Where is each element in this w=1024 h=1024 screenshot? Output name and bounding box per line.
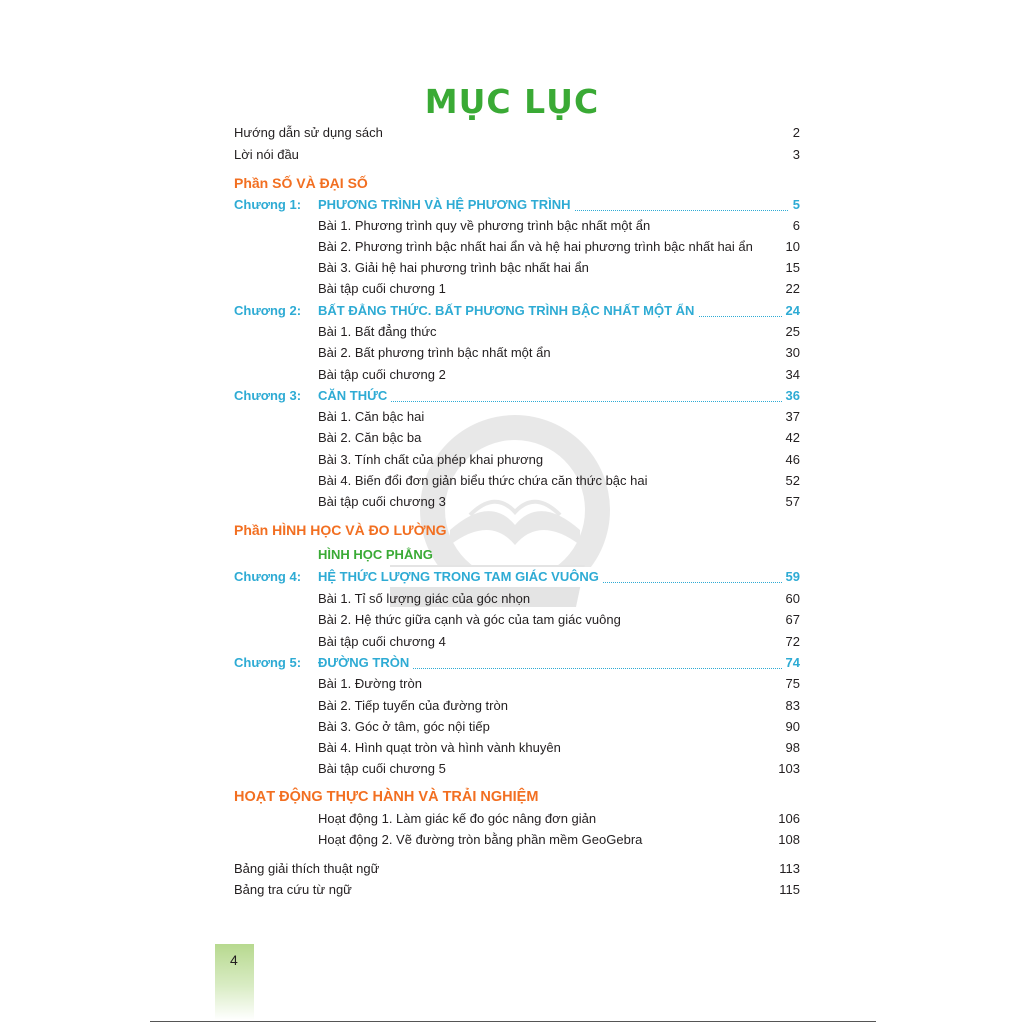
toc-entry-label: Bài 4. Hình quạt tròn và hình vành khuyên (318, 740, 561, 755)
toc-entry-page: 98 (785, 740, 800, 755)
part-heading: HOẠT ĐỘNG THỰC HÀNH VÀ TRẢI NGHIỆM (234, 789, 539, 805)
chapter-page: 36 (782, 386, 800, 406)
toc-entry-label: Hoạt động 2. Vẽ đường tròn bằng phần mềm GeoGebra (318, 832, 643, 847)
toc-entry-page: 67 (785, 612, 800, 627)
toc-entry (318, 632, 800, 652)
toc-entry-page: 108 (778, 832, 800, 847)
toc-entry (318, 322, 800, 342)
toc-entry-glossary (234, 859, 800, 879)
toc-entry (318, 759, 800, 779)
chapter-page: 5 (789, 195, 800, 215)
toc-entry (318, 492, 800, 512)
chapter-heading (234, 567, 800, 587)
part-heading: Phần HÌNH HỌC VÀ ĐO LƯỜNG (234, 522, 447, 538)
chapter-label: Chương 1: (234, 197, 302, 212)
toc-entry (318, 589, 800, 609)
chapter-name: CĂN THỨC (318, 386, 391, 406)
chapter-heading (234, 195, 800, 215)
toc-entry-label: Bài tập cuối chương 2 (318, 367, 446, 382)
bottom-rule (150, 1021, 876, 1022)
toc-entry (318, 279, 800, 299)
page-title: MỤC LỤC (424, 82, 600, 121)
toc-entry-page: 34 (785, 367, 800, 382)
toc-entry-page: 52 (785, 473, 800, 488)
toc-entry-label: Bảng tra cứu từ ngữ (234, 882, 352, 897)
toc-entry-label: Bài 4. Biến đổi đơn giản biểu thức chứa căn thức bậc hai (318, 473, 648, 488)
toc-entry-guide (234, 123, 800, 143)
toc-entry-page: 57 (785, 494, 800, 509)
toc-entry-page: 42 (785, 430, 800, 445)
toc-entry-page: 3 (792, 147, 800, 162)
toc-entry (318, 450, 800, 470)
toc-entry-label: Bài 2. Phương trình bậc nhất hai ẩn và hệ hai phương trình bậc nhất hai ẩn (318, 239, 753, 254)
toc-entry-label: Bài 2. Căn bậc ba (318, 430, 422, 445)
toc-entry (318, 830, 800, 850)
toc-entry-page: 2 (792, 125, 800, 140)
part-heading: Phần SỐ VÀ ĐẠI SỐ (234, 175, 368, 191)
section-subheading: HÌNH HỌC PHẲNG (318, 547, 433, 562)
toc-entry (318, 610, 800, 630)
toc-entry-page: 83 (785, 698, 800, 713)
chapter-name: PHƯƠNG TRÌNH VÀ HỆ PHƯƠNG TRÌNH (318, 195, 574, 215)
chapter-label: Chương 5: (234, 655, 302, 670)
toc-entry-label: Bài tập cuối chương 5 (318, 761, 446, 776)
toc-entry-page: 25 (785, 324, 800, 339)
toc-entry-label: Bài 1. Phương trình quy về phương trình bậc nhất một ẩn (318, 218, 651, 233)
toc-entry-page: 15 (785, 260, 800, 275)
toc-entry-page: 72 (785, 634, 800, 649)
toc-entry (318, 738, 800, 758)
chapter-name: ĐƯỜNG TRÒN (318, 653, 413, 673)
toc-entry-page: 115 (779, 882, 800, 897)
page-number: 4 (230, 952, 238, 968)
toc-entry (318, 365, 800, 385)
toc-entry-page: 30 (785, 345, 800, 360)
toc-entry-page: 10 (785, 239, 800, 254)
toc-entry-label: Hướng dẫn sử dụng sách (234, 125, 383, 140)
toc-entry (318, 216, 800, 236)
chapter-page: 74 (782, 653, 800, 673)
chapter-name: BẤT ĐẲNG THỨC. BẤT PHƯƠNG TRÌNH BẬC NHẤT MỘT ẨN (318, 301, 698, 321)
toc-entry-label: Bài 2. Bất phương trình bậc nhất một ẩn (318, 345, 551, 360)
toc-entry (318, 237, 800, 257)
toc-entry-label: Bài 2. Hệ thức giữa cạnh và góc của tam giác vuông (318, 612, 621, 627)
toc-entry-page: 90 (785, 719, 800, 734)
toc-entry-page: 22 (785, 281, 800, 296)
toc-entry-label: Bài tập cuối chương 1 (318, 281, 446, 296)
chapter-heading (234, 301, 800, 321)
toc-entry-label: Bài tập cuối chương 3 (318, 494, 446, 509)
chapter-heading (234, 386, 800, 406)
toc-entry-label: Bài tập cuối chương 4 (318, 634, 446, 649)
chapter-page: 59 (782, 567, 800, 587)
toc-entry-label: Bài 1. Tỉ số lượng giác của góc nhọn (318, 591, 531, 606)
toc-entry (318, 471, 800, 491)
toc-entry-label: Lời nói đầu (234, 147, 299, 162)
toc-entry-page: 37 (785, 409, 800, 424)
toc-entry-label: Bài 2. Tiếp tuyến của đường tròn (318, 698, 508, 713)
toc-entry (318, 258, 800, 278)
toc-entry (318, 717, 800, 737)
toc-entry-label: Bài 3. Giải hệ hai phương trình bậc nhất hai ẩn (318, 260, 589, 275)
toc-entry-page: 60 (785, 591, 800, 606)
toc-entry-label: Bảng giải thích thuật ngữ (234, 861, 380, 876)
chapter-name: HỆ THỨC LƯỢNG TRONG TAM GIÁC VUÔNG (318, 567, 603, 587)
toc-entry-label: Bài 1. Bất đẳng thức (318, 324, 437, 339)
toc-entry-label: Bài 3. Tính chất của phép khai phương (318, 452, 544, 467)
toc-entry-page: 106 (778, 811, 800, 826)
toc-entry-label: Bài 1. Đường tròn (318, 676, 422, 691)
toc-entry (318, 809, 800, 829)
chapter-label: Chương 2: (234, 303, 302, 318)
toc-entry (318, 343, 800, 363)
toc-entry-index (234, 880, 800, 900)
chapter-label: Chương 4: (234, 569, 302, 584)
toc-entry-page: 113 (779, 861, 800, 876)
toc-entry-label: Bài 3. Góc ở tâm, góc nội tiếp (318, 719, 490, 734)
chapter-label: Chương 3: (234, 388, 302, 403)
toc-entry (318, 696, 800, 716)
toc-entry (318, 674, 800, 694)
toc-entry-page: 75 (785, 676, 800, 691)
toc-entry (318, 428, 800, 448)
toc-entry-page: 6 (792, 218, 800, 233)
chapter-page: 24 (782, 301, 800, 321)
toc-entry-label: Hoạt động 1. Làm giác kế đo góc nâng đơn giản (318, 811, 597, 826)
toc-entry-page: 46 (785, 452, 800, 467)
chapter-heading (234, 653, 800, 673)
toc-entry-foreword (234, 145, 800, 165)
toc-entry-page: 103 (778, 761, 800, 776)
toc-entry (318, 407, 800, 427)
toc-entry-label: Bài 1. Căn bậc hai (318, 409, 425, 424)
